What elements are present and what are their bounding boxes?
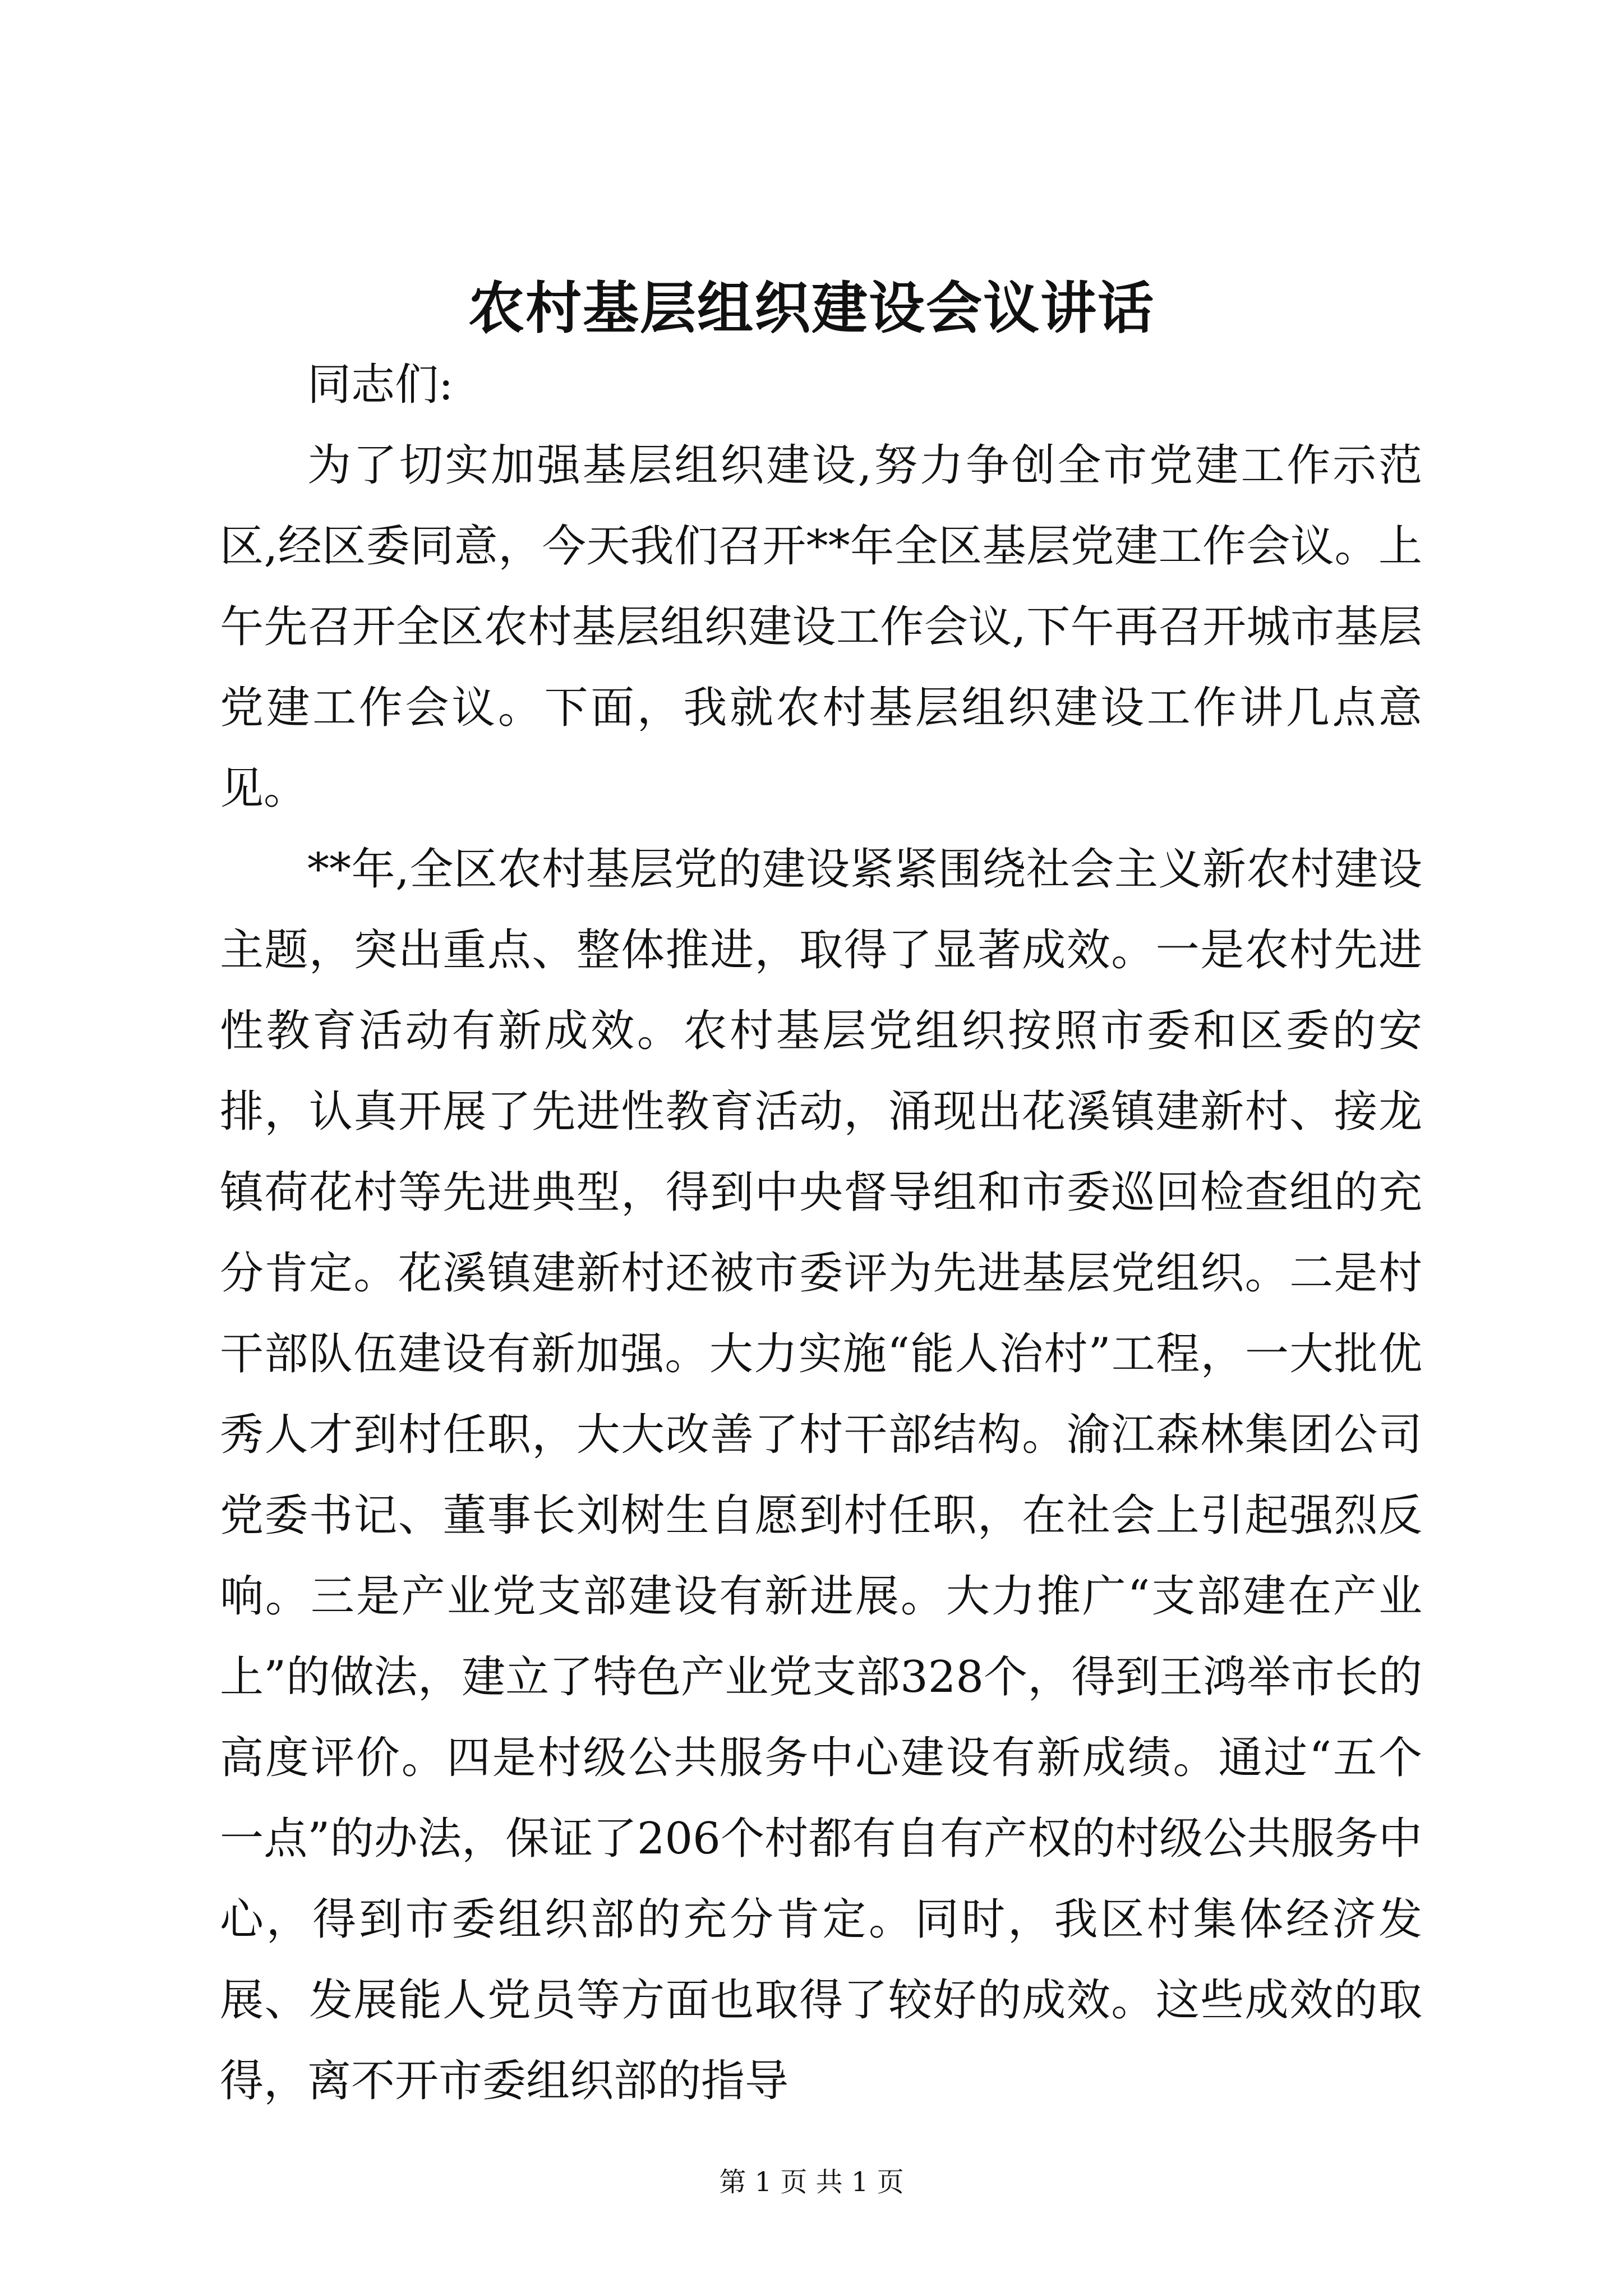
- paragraph-2: **年,全区农村基层党的建设紧紧围绕社会主义新农村建设主题，突出重点、整体推进，取得了显著成效。一是农村先进性教育活动有新成效。农村基层党组织按照市委和区委的安排，认真开展了先进性教育活动，涌现出花溪镇建新村、接龙镇荷花村等先进典型，得到中央督导组和市委巡回检查组的充分肯定。花溪镇建新村还被市委评为先进基层党组织。二是村干部队伍建设有新加强。大力实施“能人治村”工程，一大批优秀人才到村任职，大大改善了村干部结构。渝江森林集团公司党委书记、董事长刘树生自愿到村任职，在社会上引起强烈反响。三是产业党支部建设有新进展。大力推广“支部建在产业上”的做法，建立了特色产业党支部328个，得到王鸿举市长的高度评价。四是村级公共服务中心建设有新成绩。通过“五个一点”的办法，保证了206个村都有自有产权的村级公共服务中心，得到市委组织部的充分肯定。同时，我区村集体经济发展、发展能人党员等方面也取得了较好的成效。这些成效的取得，离不开市委组织部的指导: [220, 844, 1422, 2106]
- page-footer: 第 1 页 共 1 页: [719, 2166, 904, 2198]
- paragraph-1: 为了切实加强基层组织建设,努力争创全市党建工作示范区,经区委同意，今天我们召开**年全区基层党建工作会议。上午先召开全区农村基层组织建设工作会议,下午再召开城市基层党建工作会议。下面，我就农村基层组织建设工作讲几点意见。: [220, 440, 1422, 814]
- salutation: 同志们:: [307, 360, 454, 410]
- document-body: [220, 344, 1422, 2122]
- document-title: 农村基层组织建设会议讲话: [468, 275, 1155, 341]
